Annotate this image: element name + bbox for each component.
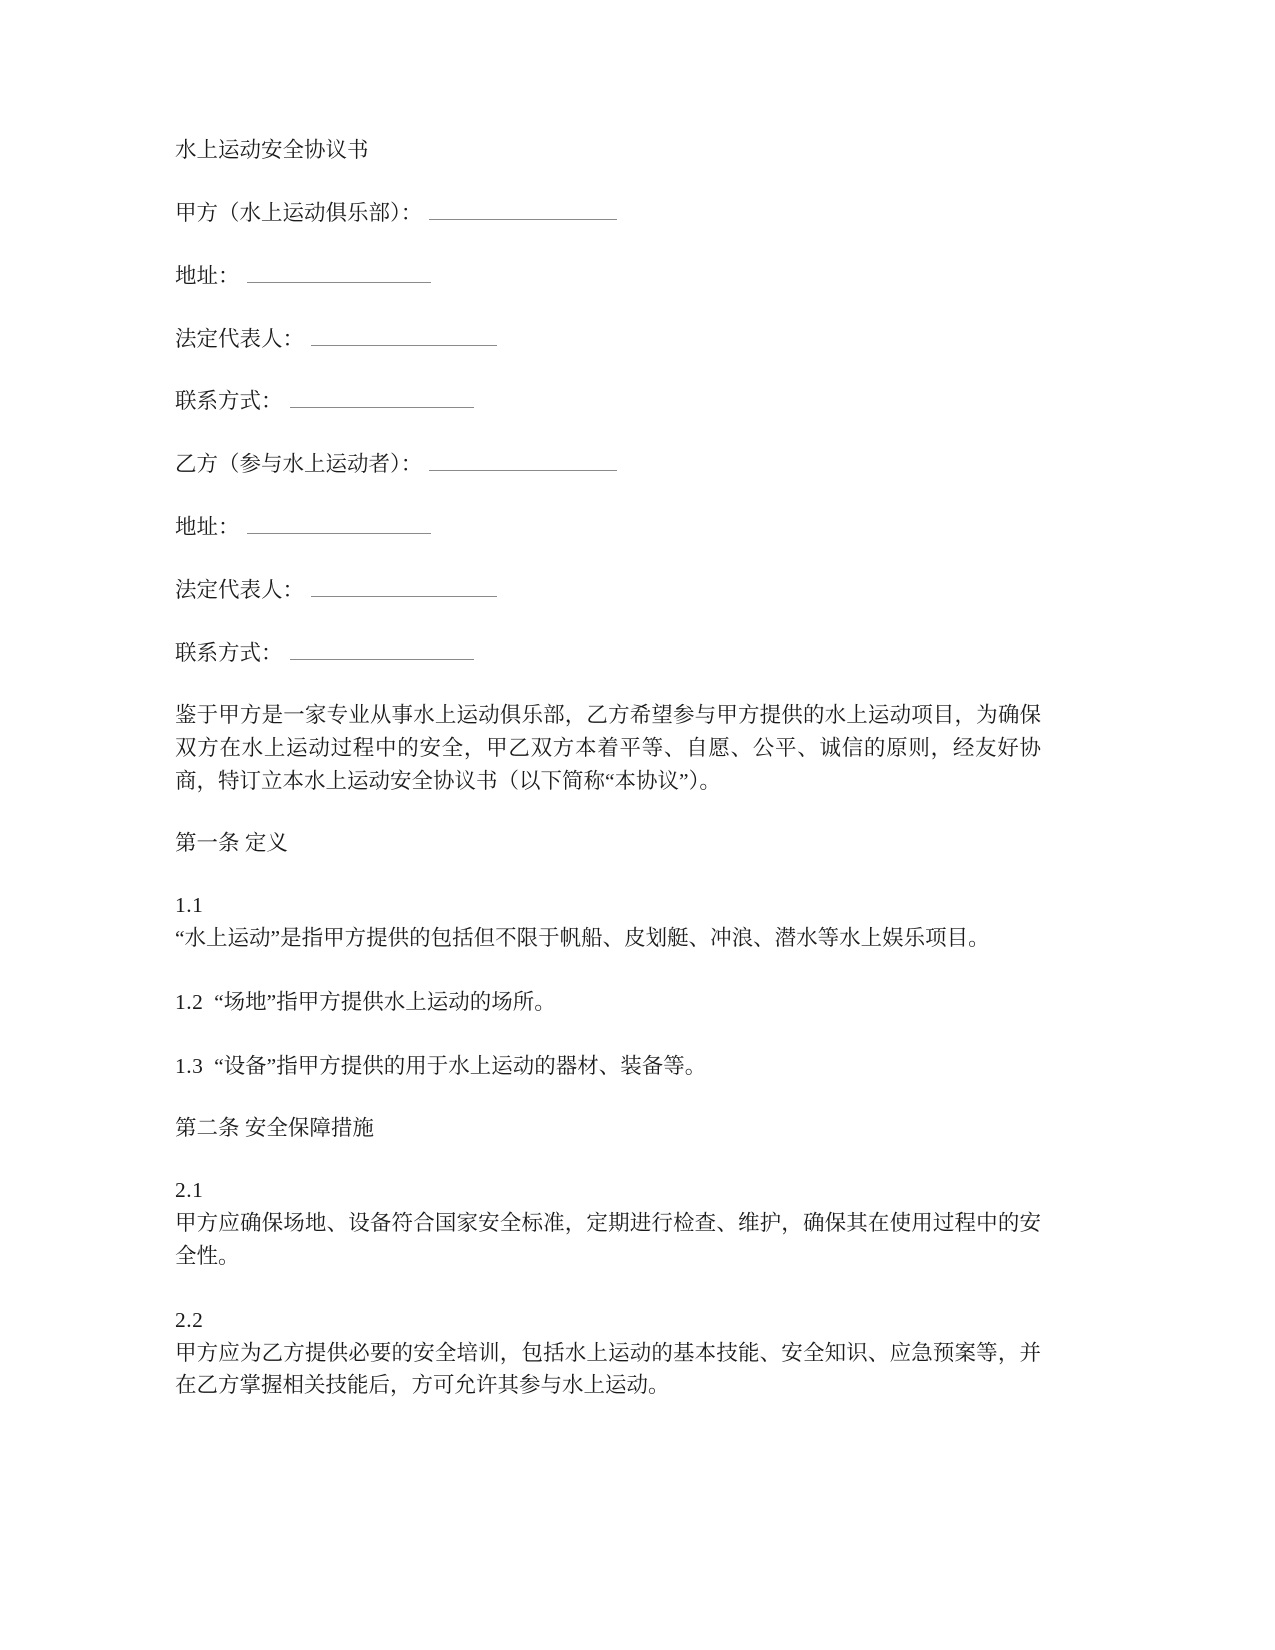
- field-row-party-b-legal-rep: [175, 573, 1041, 604]
- field-row-party-a-address: [175, 259, 1041, 290]
- clause-text-2-2: 甲方应为乙方提供必要的安全培训，包括水上运动的基本技能、安全知识、应急预案等，并在乙方掌握相关技能后，方可允许其参与水上运动。: [175, 1340, 1041, 1398]
- article-heading-2: 第二条 安全保障措施: [175, 1116, 374, 1141]
- field-blank-party-a-name[interactable]: [429, 196, 617, 220]
- recital-paragraph: 鉴于甲方是一家专业从事水上运动俱乐部，乙方希望参与甲方提供的水上运动项目，为确保双方在水上运动过程中的安全，甲乙双方本着平等、自愿、公平、诚信的原则，经友好协商，特订立本水上运动安全协议书（以下简称“本协议”）。: [175, 703, 1041, 793]
- field-blank-party-a-address[interactable]: [247, 259, 431, 283]
- clause-text-1-2: “场地”指甲方提供水上运动的场所。: [214, 989, 556, 1014]
- field-row-party-a-legal-rep: [175, 322, 1041, 353]
- field-label-party-a-legal-rep: 法定代表人：: [175, 326, 305, 351]
- clause-1-3: [175, 1050, 1041, 1083]
- clause-1-2: [175, 986, 1041, 1019]
- field-row-party-b-contact: [175, 636, 1041, 667]
- field-blank-party-a-legal-rep[interactable]: [311, 322, 497, 346]
- clause-number-1-1: 1.1: [175, 892, 204, 917]
- field-label-party-b-name: 乙方（参与水上运动者）：: [175, 452, 423, 477]
- clause-2-1: [175, 1174, 1041, 1272]
- field-row-party-b-address: [175, 511, 1041, 542]
- article-heading-1: 第一条 定义: [175, 830, 288, 855]
- field-blank-party-b-address[interactable]: [247, 511, 431, 535]
- field-row-party-a-contact: [175, 385, 1041, 416]
- field-blank-party-b-name[interactable]: [429, 448, 617, 472]
- clause-1-1: [175, 889, 1041, 954]
- field-label-party-a-contact: 联系方式：: [175, 389, 283, 414]
- field-blank-party-b-contact[interactable]: [290, 636, 474, 660]
- field-blank-party-a-contact[interactable]: [290, 385, 474, 409]
- clause-number-1-3: 1.3: [175, 1054, 204, 1078]
- document-body: [175, 136, 1041, 1434]
- field-label-party-a-name: 甲方（水上运动俱乐部）：: [175, 200, 423, 225]
- document-title: 水上运动安全协议书: [175, 138, 369, 162]
- clause-2-2: [175, 1304, 1041, 1402]
- field-label-party-a-address: 地址：: [175, 263, 240, 288]
- clause-text-1-3: “设备”指甲方提供的用于水上运动的器材、装备等。: [214, 1054, 707, 1078]
- field-label-party-b-contact: 联系方式：: [175, 640, 283, 665]
- clause-number-2-2: 2.2: [175, 1307, 204, 1332]
- clause-number-1-2: 1.2: [175, 989, 204, 1014]
- field-label-party-b-address: 地址：: [175, 515, 240, 540]
- clause-text-2-1: 甲方应确保场地、设备符合国家安全标准，定期进行检查、维护，确保其在使用过程中的安全性。: [175, 1211, 1041, 1268]
- field-row-party-a-name: [175, 196, 1041, 227]
- clause-number-2-1: 2.1: [175, 1178, 204, 1203]
- field-label-party-b-legal-rep: 法定代表人：: [175, 578, 305, 603]
- field-blank-party-b-legal-rep[interactable]: [311, 573, 497, 597]
- clause-text-1-1: “水上运动”是指甲方提供的包括但不限于帆船、皮划艇、冲浪、潜水等水上娱乐项目。: [175, 925, 990, 950]
- field-row-party-b-name: [175, 448, 1041, 479]
